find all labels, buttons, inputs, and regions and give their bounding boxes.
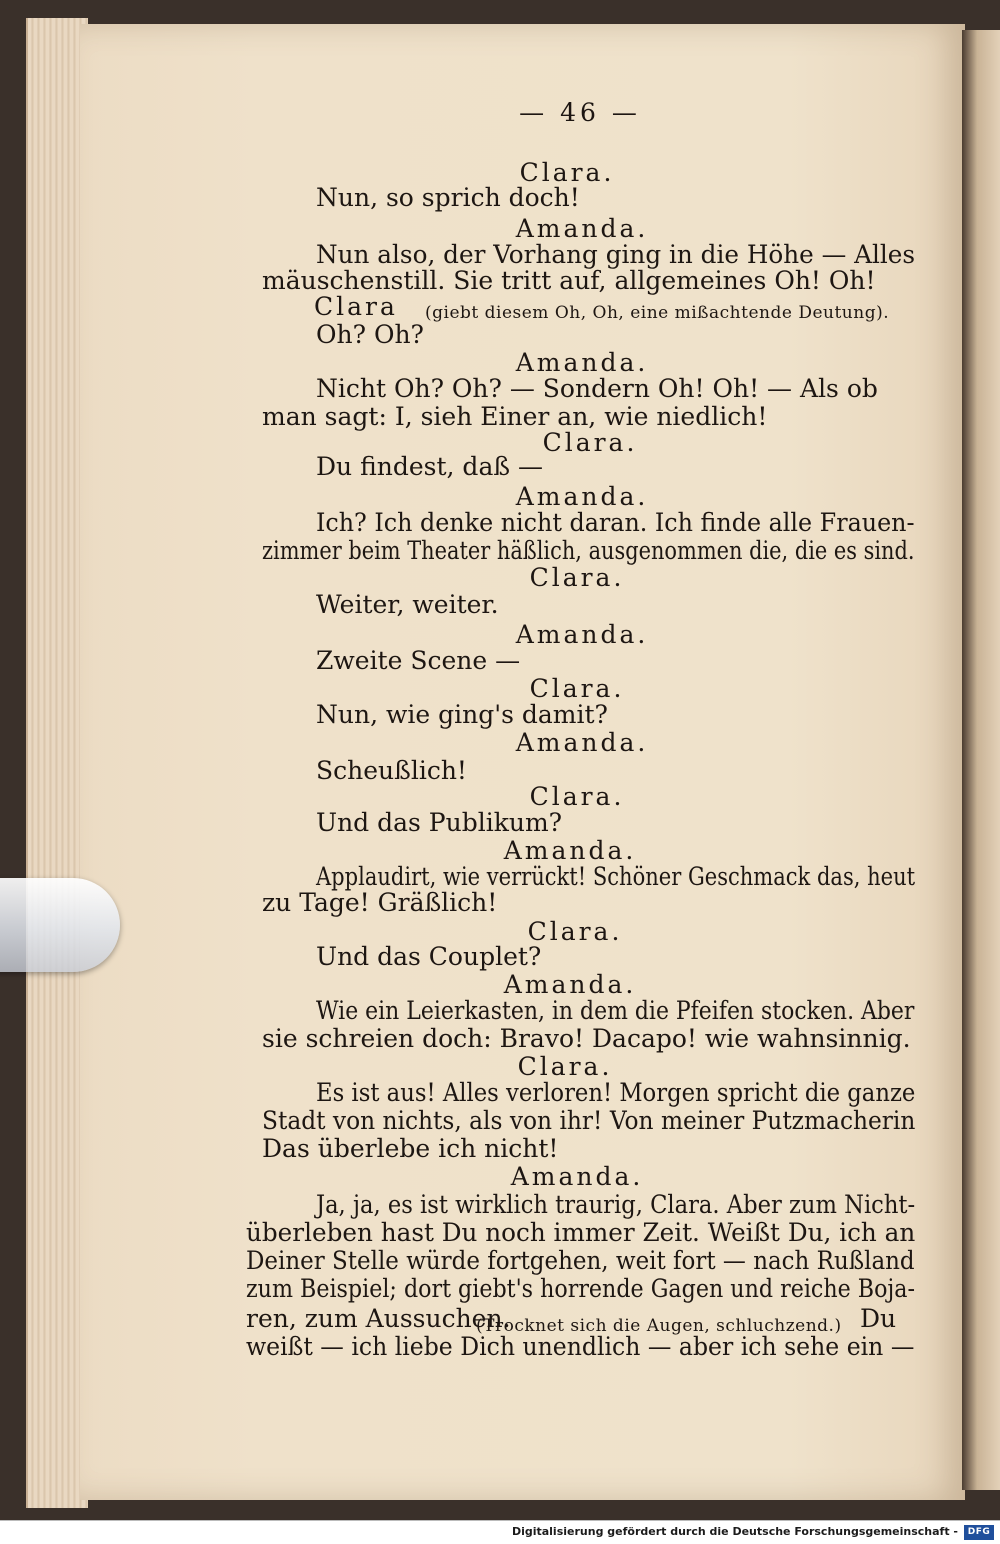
digitization-footer (0, 1520, 1000, 1544)
dialogue-line: Deiner Stelle würde fortgehen, weit fort — nach Rußland (246, 1246, 915, 1275)
speaker-amanda: Amanda. (503, 970, 637, 999)
dialogue-line: Und das Couplet? (316, 942, 542, 971)
dialogue-line: Nun also, der Vorhang ging in die Höhe — Alles (316, 240, 916, 269)
dialogue-line: Und das Publikum? (316, 808, 563, 837)
funding-notice: Digitalisierung gefördert durch die Deutsche Forschungsgemeinschaft - (511, 1525, 958, 1538)
speaker-amanda: Amanda. (510, 1162, 644, 1191)
stage-direction: (giebt diesem Oh, Oh, eine mißachtende Deutung). (425, 303, 890, 323)
dialogue-line: Oh? Oh? (316, 320, 424, 349)
dfg-logo: DFG (964, 1525, 994, 1540)
dialogue-line: Wie ein Leierkasten, in dem die Pfeifen stocken. Aber (316, 996, 915, 1025)
page-holder-clip (0, 878, 120, 972)
speaker-clara: Clara. (529, 674, 625, 703)
dialogue-line: man sagt: I, sieh Einer an, wie niedlich! (262, 402, 768, 431)
dialogue-line: Ich? Ich denke nicht daran. Ich finde alle Frauen- (316, 508, 915, 537)
speaker-clara: Clara. (542, 428, 638, 457)
speaker-amanda: Amanda. (515, 482, 649, 511)
dialogue-line: mäuschenstill. Sie tritt auf, allgemeines Oh! Oh! (262, 266, 876, 295)
dialogue-line: Nicht Oh? Oh? — Sondern Oh! Oh! — Als ob (316, 374, 878, 403)
dialogue-line: überleben hast Du noch immer Zeit. Weißt Du, ich an (246, 1218, 916, 1247)
page-stack-edges (26, 18, 88, 1508)
speaker-clara: Clara. (519, 158, 615, 187)
dialogue-line: Scheußlich! (316, 756, 467, 785)
speaker-clara: Clara (314, 292, 398, 321)
speaker-amanda: Amanda. (515, 620, 649, 649)
dialogue-line: Stadt von nichts, als von ihr! Von meiner Putzmacherin (262, 1106, 916, 1135)
dialogue-line: Du findest, daß — (316, 452, 543, 481)
dialogue-line: Weiter, weiter. (316, 590, 499, 619)
dialogue-line: Applaudirt, wie verrückt! Schöner Geschmack das, heut (316, 862, 916, 891)
dialogue-line: Nun, wie ging's damit? (316, 700, 608, 729)
dialogue-line: ren, zum Aussuchen. (246, 1304, 511, 1333)
dialogue-line: Du (860, 1304, 897, 1333)
speaker-amanda: Amanda. (503, 836, 637, 865)
speaker-clara: Clara. (527, 917, 623, 946)
dialogue-line: zum Beispiel; dort giebt's horrende Gagen und reiche Boja- (246, 1274, 916, 1303)
dialogue-line: zimmer beim Theater häßlich, ausgenommen die, die es sind. (262, 536, 915, 565)
dialogue-line: Das überlebe ich nicht! (262, 1134, 559, 1163)
page-number: — 46 — (519, 98, 641, 127)
dialogue-line: sie schreien doch: Bravo! Dacapo! wie wahnsinnig. (262, 1024, 911, 1053)
speaker-amanda: Amanda. (515, 348, 649, 377)
dialogue-line: Nun, so sprich doch! (316, 183, 580, 212)
book-gutter (962, 30, 1000, 1490)
speaker-clara: Clara. (517, 1052, 613, 1081)
speaker-amanda: Amanda. (515, 214, 649, 243)
speaker-clara: Clara. (529, 563, 625, 592)
dialogue-line: zu Tage! Gräßlich! (262, 888, 498, 917)
dialogue-line: weißt — ich liebe Dich unendlich — aber ich sehe ein — (246, 1332, 915, 1361)
speaker-amanda: Amanda. (515, 728, 649, 757)
dialogue-line: Es ist aus! Alles verloren! Morgen spricht die ganze (316, 1078, 916, 1107)
dialogue-line: Zweite Scene — (316, 646, 521, 675)
dialogue-line: Ja, ja, es ist wirklich traurig, Clara. Aber zum Nicht- (316, 1190, 916, 1219)
stage-direction: (Trocknet sich die Augen, schluchzend.) (476, 1316, 842, 1336)
speaker-clara: Clara. (529, 782, 625, 811)
